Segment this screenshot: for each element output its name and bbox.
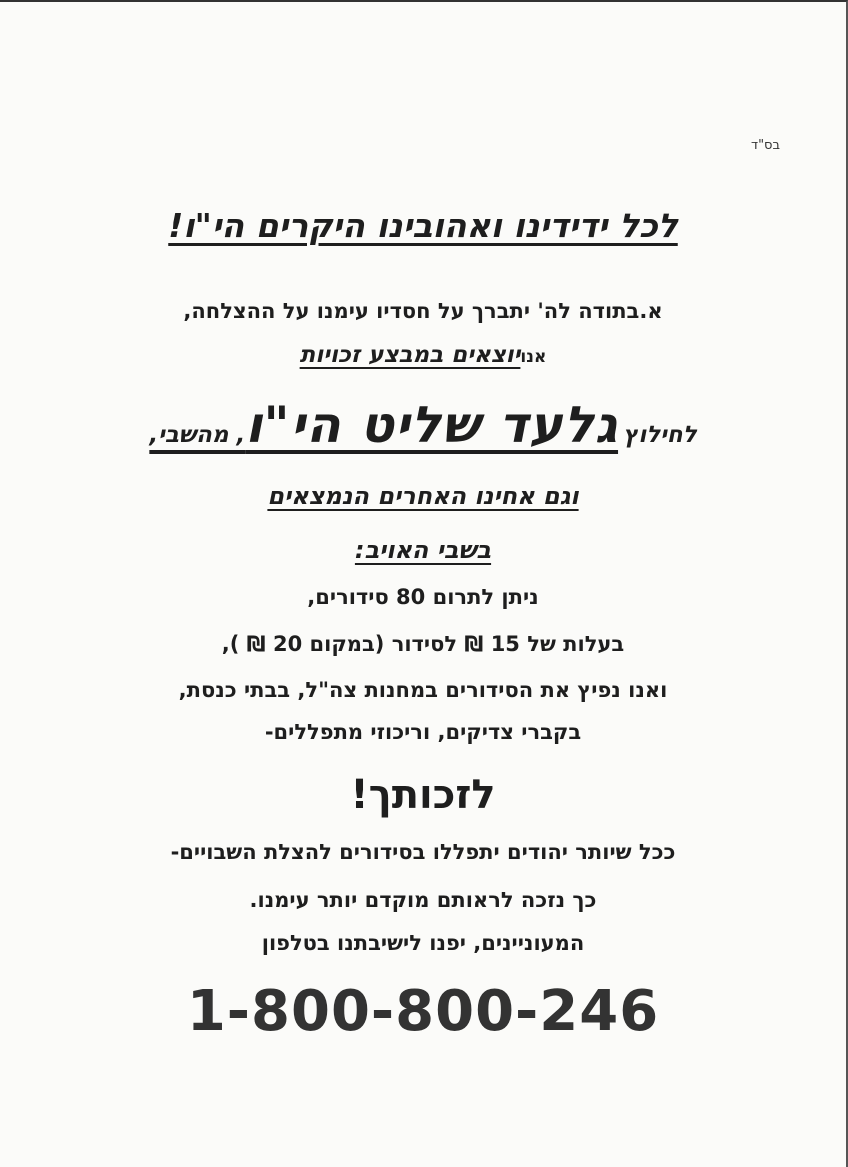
flyer-heading: לכל ידידינו ואהובינו היקרים הי"ו! — [168, 206, 678, 245]
places-line: בקברי צדיקים, וריכוזי מתפללים- — [264, 720, 582, 744]
merit-line: לזכותך! — [350, 772, 496, 818]
release-line — [0, 396, 846, 454]
release-suffix: , מהשבי, — [149, 422, 246, 448]
donate-line: ניתן לתרום 80 סידורים, — [307, 585, 539, 609]
release-prefix: לחילוץ — [623, 422, 697, 448]
campaign-emphasis: יוצאים במבצע זכויות — [299, 342, 521, 368]
distribute-line: ואנו נפיץ את הסידורים במחנות צה"ל, בבתי כנסת, — [178, 678, 668, 702]
release-name: גלעד שליט הי"ו — [245, 396, 619, 454]
more-jews-line: ככל שיותר יהודים יתפללו בסידורים להצלת השבויים- — [170, 840, 676, 864]
thanks-line: א.בתודה לה' יתברך על חסדיו עימנו על ההצלחה, — [183, 299, 663, 323]
bsd-header: בס"ד — [750, 138, 780, 153]
campaign-line — [0, 342, 846, 368]
phone-number: 1-800-800-246 — [186, 979, 660, 1044]
captivity-line: בשבי האויב: — [354, 536, 492, 564]
cost-line: בעלות של 15 ₪ לסידור (במקום 20 ₪ ), — [221, 632, 625, 656]
interested-line: המעוניינים, יפנו לישיבתנו בטלפון — [261, 931, 585, 955]
brothers-line: וגם אחינו האחרים הנמצאים — [267, 482, 579, 510]
see-soon-line: כך נזכה לראותם מוקדם יותר עימנו. — [249, 888, 597, 912]
campaign-prefix: אנו — [520, 347, 547, 367]
